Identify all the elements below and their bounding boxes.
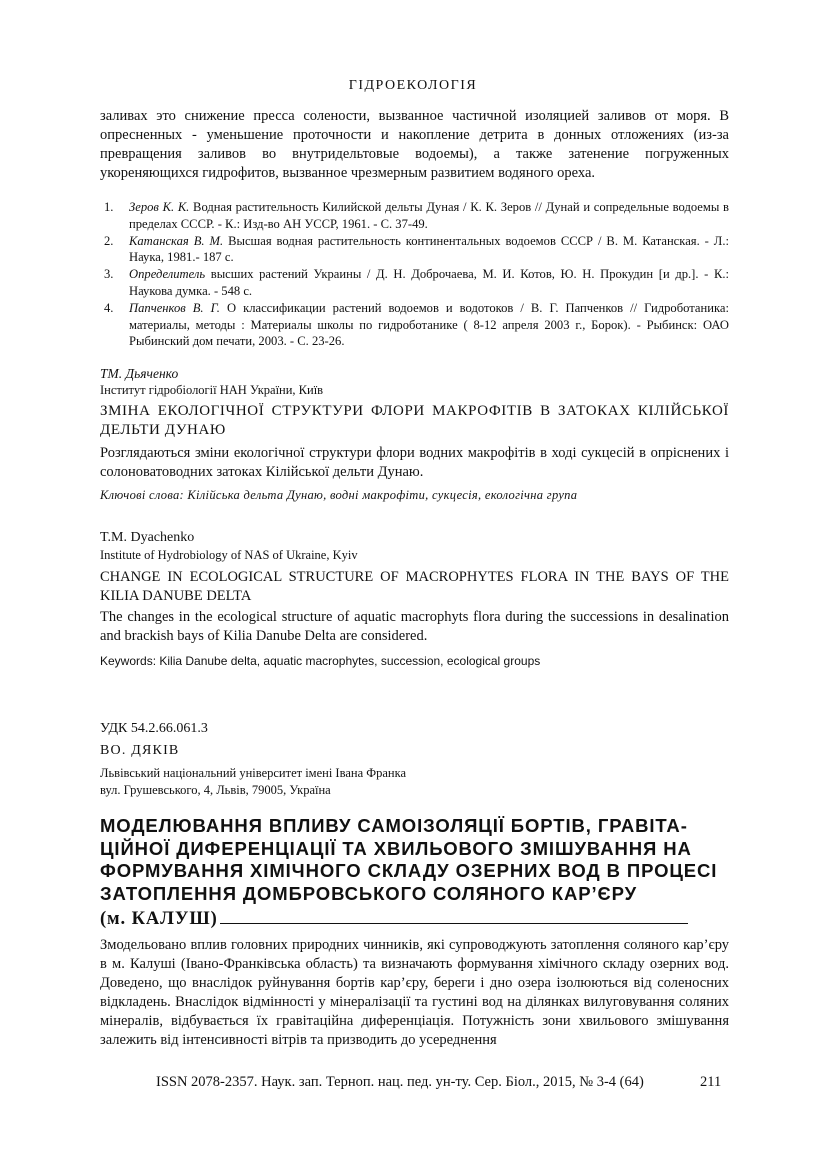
article-title-line: (м. КАЛУШ): [100, 909, 218, 929]
reference-text: высших растений Украины / Д. Н. Доброчаева, М. И. Котов, Ю. Н. Прокудин [и др.]. - К.: Наукова думка. - 548 с.: [129, 267, 729, 298]
article-title-line: ЦІЙНОЇ ДИФЕРЕНЦІАЦІЇ ТА ХВИЛЬОВОГО ЗМІШУВАННЯ НА: [100, 837, 692, 859]
udc-code: УДК 54.2.66.061.3: [100, 721, 208, 736]
ua-title: ЗМІНА ЕКОЛОГІЧНОЇ СТРУКТУРИ ФЛОРИ МАКРОФІТІВ В ЗАТОКАХ КІЛІЙСЬКОЇ ДЕЛЬТИ ДУНАЮ: [100, 403, 729, 438]
article-title-line: ЗАТОПЛЕННЯ ДОМБРОВСЬКОГО СОЛЯНОГО КАР’ЄРУ: [100, 882, 637, 904]
reference-item: 1. Зеров К. К. Водная растительность Килийской дельты Дуная / К. К. Зеров // Дунай и сопредельные водоемы в пределах СССР. - К.: Изд-во АН УССР, 1961. - С. 37-49.: [104, 200, 729, 231]
reference-author: Папченков В. Г.: [129, 300, 220, 315]
ua-keywords-label: Ключові слова: [100, 488, 180, 502]
title-underline: [220, 905, 688, 924]
article-title-line: МОДЕЛЮВАННЯ ВПЛИВУ САМОІЗОЛЯЦІЇ БОРТІВ, ГРАВІТА-: [100, 815, 688, 836]
reference-list: [104, 199, 729, 350]
reference-text: Водная растительность Килийской дельты Дуная / К. К. Зеров // Дунай и сопредельные водоемы в пределах СССР. - К.: Изд-во АН УССР, 1961. - С. 37-49.: [129, 200, 729, 231]
journal-citation: ISSN 2078-2357. Наук. зап. Терноп. нац. пед. ун-ту. Сер. Біол., 2015, № 3-4 (64): [156, 1074, 644, 1090]
article-abstract: Змодельовано вплив головних природних чинників, які супроводжують затоплення соляного кар’єру в м. Калуші (Івано-Франківська область) та визначають формування хімічного складу озерних вод. Доведено, що внаслідок руйнування бортів кар’єру, береги і дно озера ізолюються від соленосних відкладень. Внаслідок відмінності у мінералізації та густині вод на ділянках вилуговування соляних мінералів, відбувається їх гравітаційна диференціація. Потужність зони хвильового змішування залежить від інтенсивності вітрів та призводить до усереднення: [100, 937, 729, 1048]
intro-paragraph: заливах это снижение пресса солености, вызванное частичной изоляцией заливов от моря. В опресненных - уменьшение проточности и накопление детрита в донных отложениях (из-за превращения заливов во внутридельтовые водоемы), а также затенение погруженных укореняющихся гидрофитов, вызванное чрезмерным развитием водяного ореха.: [100, 108, 729, 181]
ua-keywords: [100, 488, 577, 503]
en-institution: Institute of Hydrobiology of NAS of Ukraine, Kyiv: [100, 548, 358, 562]
affiliation-university: Львівський національний університет імені Івана Франка: [100, 766, 407, 780]
reference-text: О классификации растений водоемов и водотоков / В. Г. Папченков // Гидроботаника: материалы, методы : Материалы школы по гидроботанике ( 8-12 апреля 2003 г., Борок). - Рыбинск: ОАО Рыбинский дом печати, 2003. - С. 23-26.: [129, 300, 729, 349]
ua-abstract-text: Розглядаються зміни екологічної структури флори водних макрофітів в ході сукцесій в опріснених і солоноватоводних затоках Кілійської дельти Дунаю.: [100, 445, 729, 480]
reference-item: 2. Катанская В. М. Высшая водная растительность континентальных водоемов СССР / В. М. Катанская. - Л.: Наука, 1981.- 187 с.: [104, 233, 729, 265]
reference-item: 3. Определитель высших растений Украины / Д. Н. Доброчаева, М. И. Котов, Ю. Н. Прокудин [и др.]. - К.: Наукова думка. - 548 с.: [104, 267, 729, 298]
reference-text: Высшая водная растительность континентальных водоемов СССР / В. М. Катанская. - Л.: Наука, 1981.- 187 с.: [129, 233, 729, 265]
reference-author: Катанская В. М.: [129, 233, 224, 248]
affiliation-address: вул. Грушевського, 4, Львів, 79005, Україна: [100, 783, 331, 797]
en-abstract-text: The changes in the ecological structure of aquatic macrophyts flora during the successions in desalination and brackish bays of Kilia Danube Delta are considered.: [100, 609, 729, 644]
ua-institution: Інститут гідробіології НАН України, Київ: [100, 383, 324, 397]
en-author: T.M. Dyachenko: [100, 530, 195, 545]
en-title: CHANGE IN ECOLOGICAL STRUCTURE OF MACROPHYTES FLORA IN THE BAYS OF THE KILIA DANUBE DELTA: [100, 569, 729, 604]
article-author: ВО. ДЯКІВ: [100, 743, 180, 758]
reference-author: Зеров К. К.: [129, 200, 190, 214]
reference-item: 4. Папченков В. Г. О классификации растений водоемов и водотоков / В. Г. Папченков // Гидроботаника: материалы, методы : Материалы школы по гидроботанике ( 8-12 апреля 2003 г., Борок). - Рыбинск: ОАО Рыбинский дом печати, 2003. - С. 23-26.: [104, 300, 729, 349]
reference-author: Определитель: [129, 267, 206, 282]
ua-keywords-list: : Кілійська дельта Дунаю, водні макрофіти, сукцесія, екологічна група: [179, 488, 578, 502]
page-number: 211: [700, 1074, 722, 1090]
article-title: [100, 815, 729, 931]
ua-author: ТМ. Дьяченко: [100, 366, 179, 381]
article-title-line: ФОРМУВАННЯ ХІМІЧНОГО СКЛАДУ ОЗЕРНИХ ВОД В ПРОЦЕСІ: [100, 860, 718, 881]
running-header: ГІДРОЕКОЛОГІЯ: [348, 78, 478, 93]
en-keywords: Keywords: Kilia Danube delta, aquatic macrophytes, succession, ecological groups: [100, 654, 541, 668]
